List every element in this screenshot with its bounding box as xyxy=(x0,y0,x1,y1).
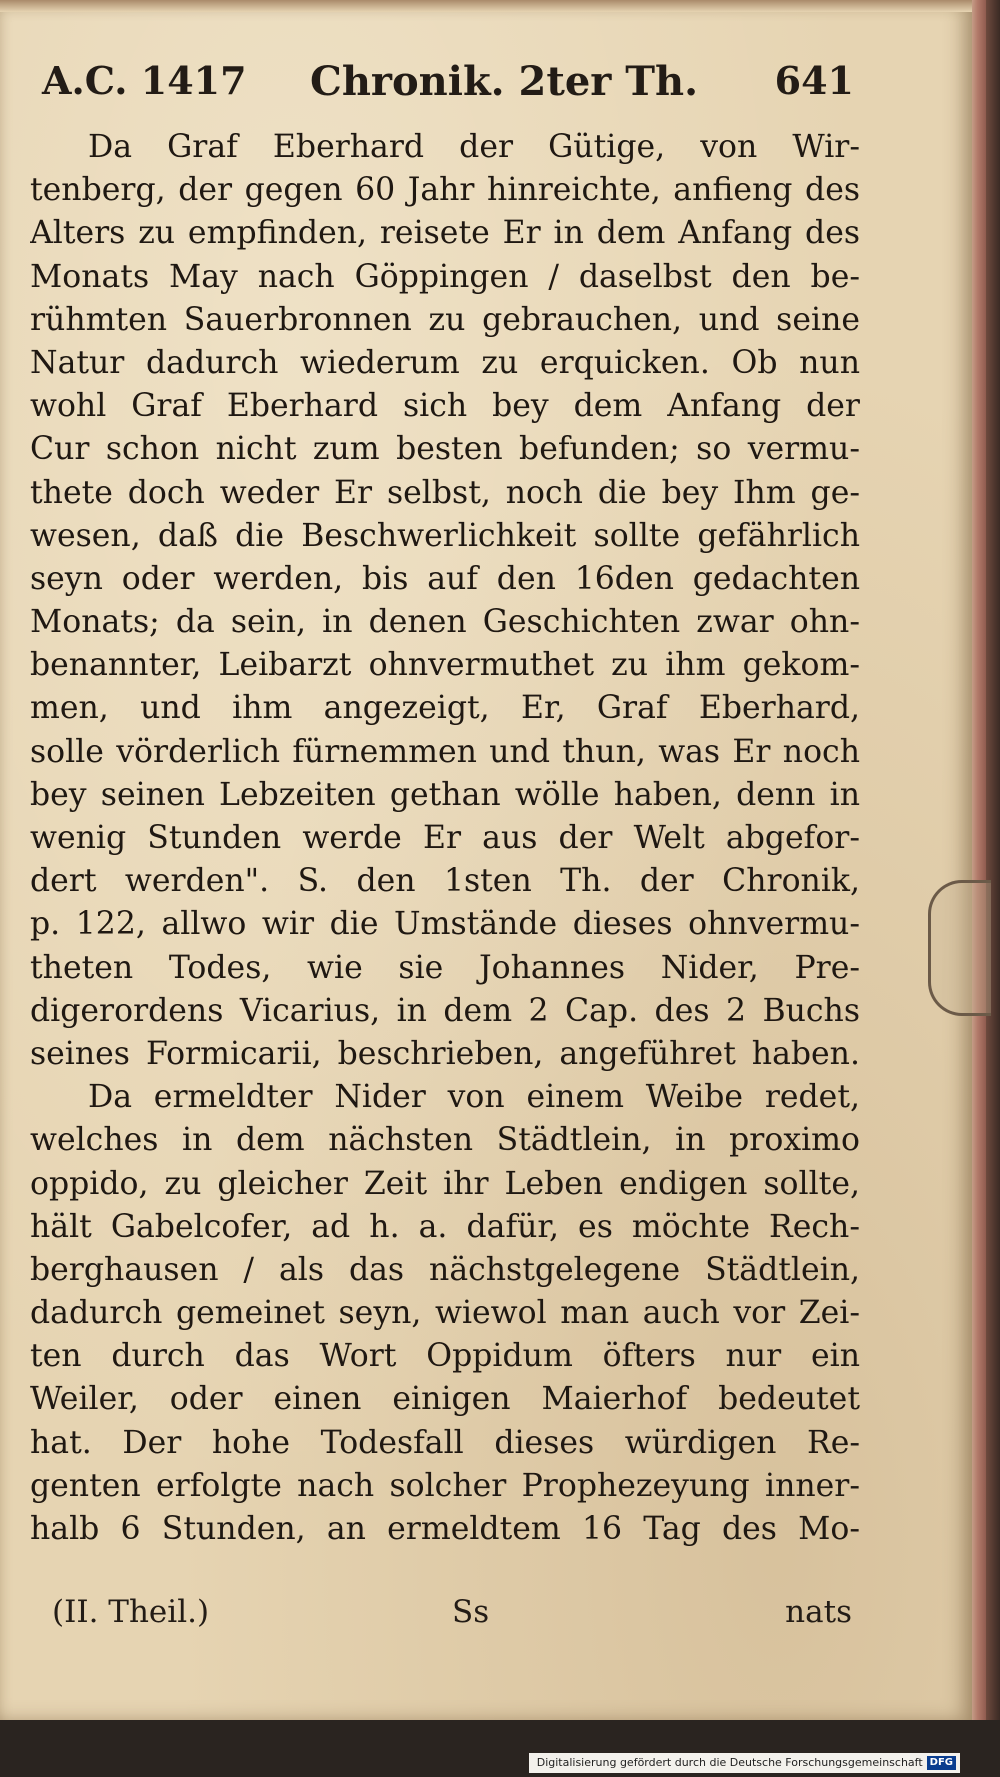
text-line: rühmten Sauerbronnen zu gebrauchen, und seine xyxy=(30,301,860,338)
text-line: wenig Stunden werde Er aus der Welt abgefor- xyxy=(30,820,860,856)
text-line: Monats; da sein, in denen Geschichten zwar ohn- xyxy=(30,604,860,641)
text-line: dadurch gemeinet seyn, wiewol man auch vor Zei- xyxy=(30,1295,860,1332)
text-line: tenberg, der gegen 60 Jahr hinreichte, anfieng des xyxy=(30,172,860,209)
text-line: wesen, daß die Beschwerlichkeit sollte gefährlich xyxy=(30,517,860,554)
signature-mark: Ss xyxy=(452,1594,490,1630)
text-line: bey seinen Lebzeiten gethan wölle haben, denn in xyxy=(30,776,860,813)
text-line: berghausen / als das nächstgelegene Städtlein, xyxy=(30,1251,860,1288)
page-footer xyxy=(52,1594,852,1640)
catchword: nats xyxy=(785,1594,852,1630)
page-fore-edge xyxy=(972,0,986,1720)
text-line: Da Graf Eberhard der Gütige, von Wir- xyxy=(88,129,860,165)
text-line: men, und ihm angezeigt, Er, Graf Eberhard, xyxy=(30,690,860,727)
text-line: thete doch weder Er selbst, noch die bey Ihm ge- xyxy=(30,474,860,511)
text-line: Weiler, oder einen einigen Maierhof bedeutet xyxy=(30,1381,860,1418)
text-line: genten erfolgte nach solcher Prophezeyung inner- xyxy=(30,1467,860,1504)
text-line: Alters zu empfinden, reisete Er in dem Anfang des xyxy=(30,215,860,252)
text-line: Da ermeldter Nider von einem Weibe redet, xyxy=(88,1079,860,1116)
text-line: seyn oder werden, bis auf den 16den gedachten xyxy=(30,560,860,597)
text-line: p. 122, allwo wir die Umstände dieses ohnvermu- xyxy=(30,906,860,943)
dfg-logo-icon: DFG xyxy=(927,1756,956,1770)
text-line: solle vörderlich fürnemmen und thun, was Er noch xyxy=(30,733,860,770)
running-header xyxy=(42,58,854,118)
text-line: benannter, Leibarzt ohnvermuthet zu ihm gekom- xyxy=(30,647,860,684)
digitization-credit xyxy=(529,1753,960,1773)
text-line: welches in dem nächsten Städtlein, in proximo xyxy=(30,1122,860,1159)
text-line: hält Gabelcofer, ad h. a. dafür, es möchte Rech- xyxy=(30,1208,860,1245)
credit-text: Digitalisierung gefördert durch die Deutsche Forschungsgemeinschaft xyxy=(536,1756,923,1769)
header-title: Chronik. 2ter Th. xyxy=(310,58,699,105)
text-line: digerordens Vicarius, in dem 2 Cap. des 2 Buchs xyxy=(30,992,860,1029)
footer-volume: (II. Theil.) xyxy=(52,1594,210,1630)
header-year: A.C. 1417 xyxy=(42,58,247,103)
text-line: Natur dadurch wiederum zu erquicken. Ob nun xyxy=(30,344,860,381)
book-cover-edge xyxy=(986,0,1000,1720)
text-line: seines Formicarii, beschrieben, angeführet haben. xyxy=(30,1035,860,1072)
text-line: theten Todes, wie sie Johannes Nider, Pre- xyxy=(30,949,860,986)
text-line: oppido, zu gleicher Zeit ihr Leben endigen sollte, xyxy=(30,1165,860,1202)
text-line: halb 6 Stunden, an ermeldtem 16 Tag des Mo- xyxy=(30,1511,860,1547)
text-line: ten durch das Wort Oppidum öfters nur ein xyxy=(30,1338,860,1375)
text-line: hat. Der hohe Todesfall dieses würdigen Re- xyxy=(30,1424,860,1461)
body-text xyxy=(30,126,860,1551)
page-number: 641 xyxy=(774,58,854,103)
book-clasp xyxy=(928,880,991,1016)
text-line: Cur schon nicht zum besten befunden; so vermu- xyxy=(30,431,860,468)
text-line: dert werden". S. den 1sten Th. der Chronik, xyxy=(30,863,860,900)
page-top-edge xyxy=(0,0,972,12)
text-line: Monats May nach Göppingen / daselbst den be- xyxy=(30,258,860,295)
text-line: wohl Graf Eberhard sich bey dem Anfang der xyxy=(30,388,860,425)
